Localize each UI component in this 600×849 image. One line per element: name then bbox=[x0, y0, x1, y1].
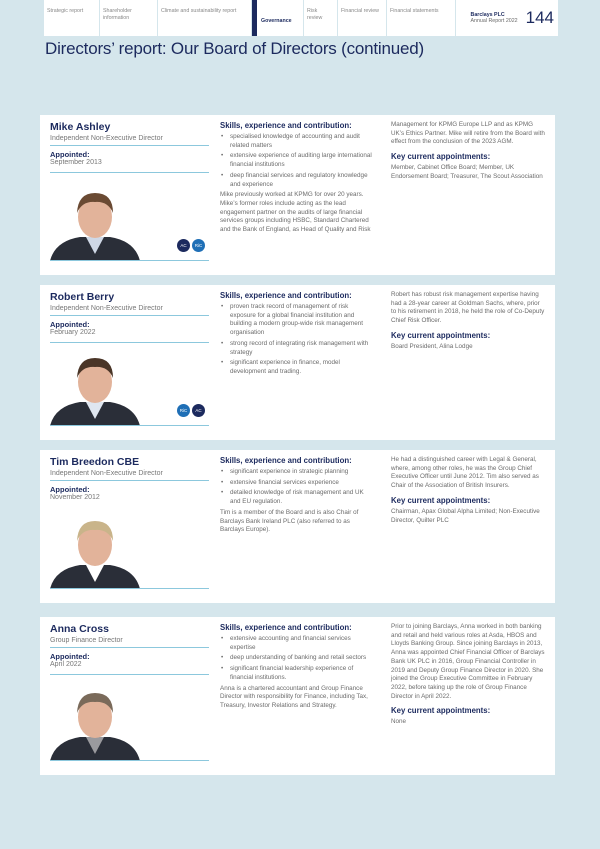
skill-bullet: • extensive accounting and financial services expertise bbox=[220, 635, 372, 652]
director-summary bbox=[50, 623, 209, 675]
skills-column bbox=[220, 121, 372, 235]
skills-list bbox=[220, 133, 372, 189]
nav-tab-strategic-report[interactable]: Strategic report bbox=[44, 0, 99, 36]
appointed-label: Appointed: bbox=[50, 320, 90, 329]
skill-bullet: • proven track record of management of risk exposure for a global financial institution and building a modern group-wide risk management organisation bbox=[220, 303, 372, 338]
background-column bbox=[391, 456, 546, 525]
appointed-date: November 2012 bbox=[50, 494, 209, 508]
appointed-date: April 2022 bbox=[50, 661, 209, 675]
director-bio-continued: Management for KPMG Europe LLP and as KPMG UK’s Ethics Partner. Mike will retire from the Board with effect from the conclusion of the 2023 AGM. bbox=[391, 121, 545, 146]
skills-heading: Skills, experience and contribution: bbox=[220, 291, 352, 300]
nav-tab-climate-and-sustainability-report[interactable]: Climate and sustainability report bbox=[158, 0, 251, 36]
page-number: 144 bbox=[525, 8, 554, 27]
skills-heading: Skills, experience and contribution: bbox=[220, 623, 352, 632]
director-role: Independent Non-Executive Director bbox=[50, 135, 209, 146]
committee-badge: AC bbox=[192, 404, 205, 417]
appointed-date: February 2022 bbox=[50, 329, 209, 343]
skill-bullet: • deep financial services and regulatory knowledge and experience bbox=[220, 172, 372, 189]
skill-bullet: • specialised knowledge of accounting and audit related matters bbox=[220, 133, 372, 150]
director-photo bbox=[50, 507, 209, 589]
skills-column bbox=[220, 456, 372, 535]
director-name: Mike Ashley bbox=[50, 121, 111, 133]
key-appointments-heading: Key current appointments: bbox=[391, 152, 491, 162]
director-name: Robert Berry bbox=[50, 291, 115, 303]
key-appointments-heading: Key current appointments: bbox=[391, 495, 491, 505]
director-summary bbox=[50, 121, 209, 248]
committee-badge: AC bbox=[177, 239, 190, 252]
brand bbox=[456, 0, 558, 36]
director-summary bbox=[50, 291, 209, 413]
director-photo bbox=[50, 179, 209, 261]
director-role: Independent Non-Executive Director bbox=[50, 305, 209, 316]
background-column bbox=[391, 291, 546, 352]
skills-list bbox=[220, 303, 372, 377]
committee-badge: RiC bbox=[177, 404, 190, 417]
director-photo bbox=[50, 344, 209, 426]
key-appointments: Board President, Alina Lodge bbox=[391, 342, 473, 350]
director-card bbox=[40, 285, 555, 440]
nav-tab-financial-statements[interactable]: Financial statements bbox=[387, 0, 455, 36]
appointed-label: Appointed: bbox=[50, 652, 90, 661]
director-role: Group Finance Director bbox=[50, 637, 209, 648]
director-card bbox=[40, 617, 555, 775]
report-name: Annual Report 2022 bbox=[470, 18, 518, 24]
skills-list bbox=[220, 468, 372, 507]
key-appointments: None bbox=[391, 718, 407, 726]
report-label bbox=[471, 12, 518, 25]
skill-bullet: • extensive experience of auditing large international financial institutions bbox=[220, 152, 372, 169]
committee-badges bbox=[177, 404, 205, 417]
skill-bullet: • deep understanding of banking and retail sectors bbox=[220, 654, 372, 663]
skill-bullet: • significant experience in strategic planning bbox=[220, 468, 372, 477]
skill-bullet: • extensive financial services experience bbox=[220, 479, 372, 488]
director-summary bbox=[50, 456, 209, 508]
page-title: Directors’ report: Our Board of Directors (continued) bbox=[45, 39, 424, 58]
nav-tab-financial-review[interactable]: Financial review bbox=[338, 0, 386, 36]
background-column bbox=[391, 121, 546, 182]
director-card bbox=[40, 450, 555, 603]
director-name: Anna Cross bbox=[50, 623, 109, 635]
appointed-date: September 2013 bbox=[50, 159, 209, 173]
nav-tab-shareholder-information[interactable]: Shareholder information bbox=[100, 0, 157, 36]
director-name: Tim Breedon CBE bbox=[50, 456, 140, 468]
appointed-label: Appointed: bbox=[50, 150, 90, 159]
section-nav bbox=[44, 0, 558, 36]
background-column bbox=[391, 623, 546, 727]
skill-bullet: • significant financial leadership experience of financial institutions. bbox=[220, 665, 372, 682]
skills-column bbox=[220, 623, 372, 711]
director-bio-continued: He had a distinguished career with Legal & General, where, among other roles, he was the Group Chief Executive Officer until June 2012. Tim also served as Chair of the Association of British Insurers. bbox=[391, 456, 539, 490]
key-appointments: Chairman, Apax Global Alpha Limited; Non-Executive Director, Quilter PLC bbox=[391, 507, 540, 524]
key-appointments-heading: Key current appointments: bbox=[391, 706, 491, 716]
nav-tab-risk-review[interactable]: Risk review bbox=[304, 0, 337, 36]
key-appointments-heading: Key current appointments: bbox=[391, 330, 491, 340]
key-appointments: Member, Cabinet Office Board; Member, UK Endorsement Board; Treasurer, The Scout Association bbox=[391, 164, 543, 180]
director-role: Independent Non-Executive Director bbox=[50, 470, 209, 481]
committee-badge: RiC bbox=[192, 239, 205, 252]
appointed-label: Appointed: bbox=[50, 485, 90, 494]
director-bio-continued: Robert has robust risk management expertise having had a 28-year career at Goldman Sachs, where, prior to his retirement in 2018, he held the role of Co-Deputy Chief Risk Officer. bbox=[391, 291, 545, 325]
nav-tab-governance[interactable]: Governance bbox=[252, 0, 303, 36]
skills-heading: Skills, experience and contribution: bbox=[220, 121, 352, 130]
skill-bullet: • strong record of integrating risk management with strategy bbox=[220, 340, 372, 357]
director-photo bbox=[50, 679, 209, 761]
skills-heading: Skills, experience and contribution: bbox=[220, 456, 352, 465]
skills-list bbox=[220, 635, 372, 683]
committee-badges bbox=[177, 239, 205, 252]
director-bio: Mike previously worked at KPMG for over 20 years. Mike’s former roles include acting as the lead engagement partner on the audits of large financial services groups including HSBC, Standard Chartered and the Bank of England, as Head of Quality and Risk bbox=[220, 191, 371, 234]
director-bio: Tim is a member of the Board and is also Chair of Barclays Bank Ireland PLC (also referred to as Barclays Europe). bbox=[220, 508, 359, 534]
skill-bullet: • significant experience in finance, model development and trading. bbox=[220, 359, 372, 376]
director-card bbox=[40, 115, 555, 275]
skills-column bbox=[220, 291, 372, 379]
director-bio-continued: Prior to joining Barclays, Anna worked in both banking and retail and held various roles at Asda, HBOS and Lloyds Banking Group. Since joining Barclays in 2013, Anna was appointed Chief Financial Officer of Barclays Bank UK PLC in 2016, Group Financial Controller in 2019 and Deputy Group Finance Director in 2020. She joined the Group Executive Committee in February 2022, before taking up the role of Group Finance Director in April 2022. bbox=[391, 623, 545, 700]
skill-bullet: • detailed knowledge of risk management and UK and EU regulation. bbox=[220, 489, 372, 506]
director-bio: Anna is a chartered accountant and Group Finance Director with responsibility for Finance, including Tax, Treasury, Investor Relations and Strategy. bbox=[220, 684, 368, 709]
company-name: Barclays PLC bbox=[470, 11, 505, 18]
